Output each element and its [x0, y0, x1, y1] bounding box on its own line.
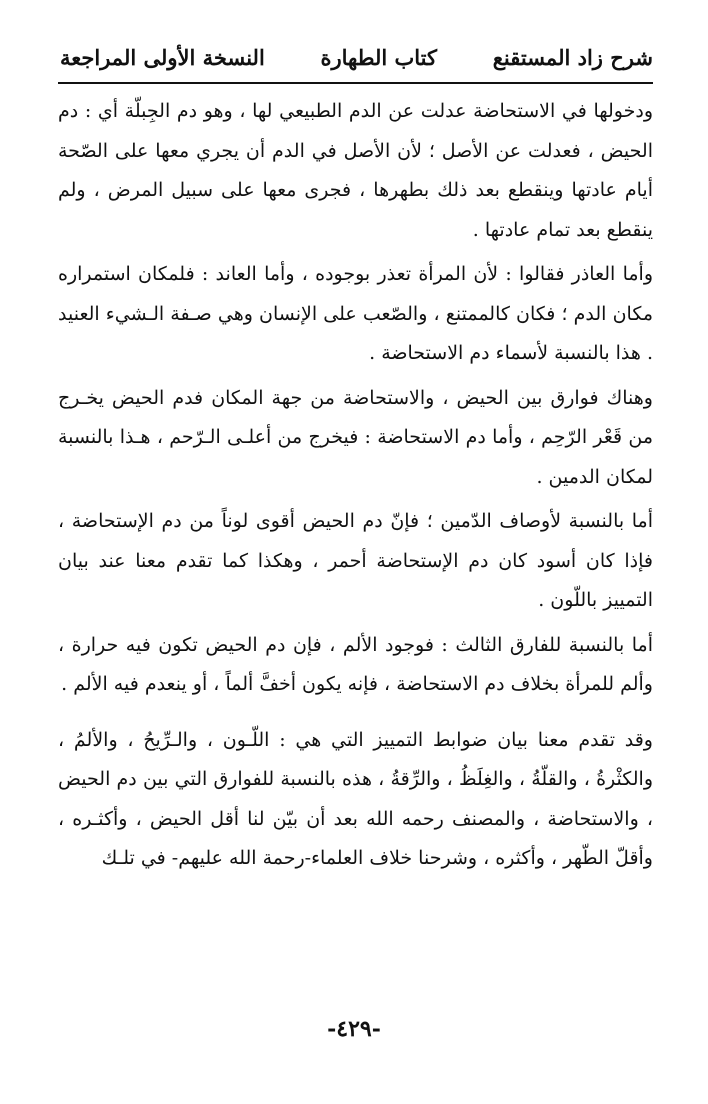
running-header: [60, 40, 653, 74]
chapter-title: كتاب الطهارة: [320, 44, 437, 70]
paragraph: ودخولها في الاستحاضة عدلت عن الدم الطبيعي لها ، وهو دم الجِبلّة أي : دم الحيض ، فعدلت عن الأصل ؛ لأن الأصل في الدم أن يجري معها على الصّحة أيام عادتها وينقطع بعد ذلك بطهرها ، فجرى معها على سبيل المرض ، ولم ينقطع بعد تمام عادتها .: [58, 100, 653, 241]
paragraph: أما بالنسبة للفارق الثالث : فوجود الألم ، فإن دم الحيض تكون فيه حرارة ، وألم للمرأة بخلاف دم الاستحاضة ، فإنه يكون أخفَّ ألماً ، أو ينعدم فيه الألم .: [58, 633, 653, 695]
book-title: شرح زاد المستقنع: [492, 44, 653, 70]
edition-label: النسخة الأولى المراجعة: [60, 44, 265, 70]
header-divider: [58, 82, 653, 84]
paragraph: أما بالنسبة لأوصاف الدّمين ؛ فإنّ دم الحيض أقوى لوناً من دم الإستحاضة ، فإذا كان أسود كان دم الإستحاضة أحمر ، وهكذا كما تقدم معنا عند بيان التمييز باللّون .: [58, 510, 653, 611]
paragraph: وهناك فوارق بين الحيض ، والاستحاضة من جهة المكان فدم الحيض يخـرج من قَعْر الرّحِم ، وأما دم الاستحاضة : فيخرج من أعلـى الـرّحم ، هـذا بالنسبة لمكان الدمين .: [58, 386, 653, 488]
page-number: -٤٢٩-: [327, 1016, 381, 1042]
paragraph: وقد تقدم معنا بيان ضوابط التمييز التي هي : اللّـون ، والـرِّيحُ ، والألمُ ، والكثْرةُ ، والقلّةُ ، والغِلَظُ ، والرِّقةُ ، هذه بالنسبة للفوارق التي بين دم الحيض ، والاستحاضة ، والمصنف رحمه الله بعد أن بيّن لنا أقل الحيض ، وأكثـره ، وأقلّ الطّهر ، وأكثره ، وشرحنا خلاف العلماء-رحمة الله عليهم- في تلـك: [58, 728, 653, 869]
paragraph: وأما العاذر فقالوا : لأن المرأة تعذر بوجوده ، وأما العاند : فلمكان استمراره مكان الدم ؛ فكان كالممتنع ، والصّعب على الإنسان وهي صـفة الـشيء العنيد . هذا بالنسبة لأسماء دم الاستحاضة .: [58, 263, 653, 364]
page-body: [58, 92, 653, 884]
